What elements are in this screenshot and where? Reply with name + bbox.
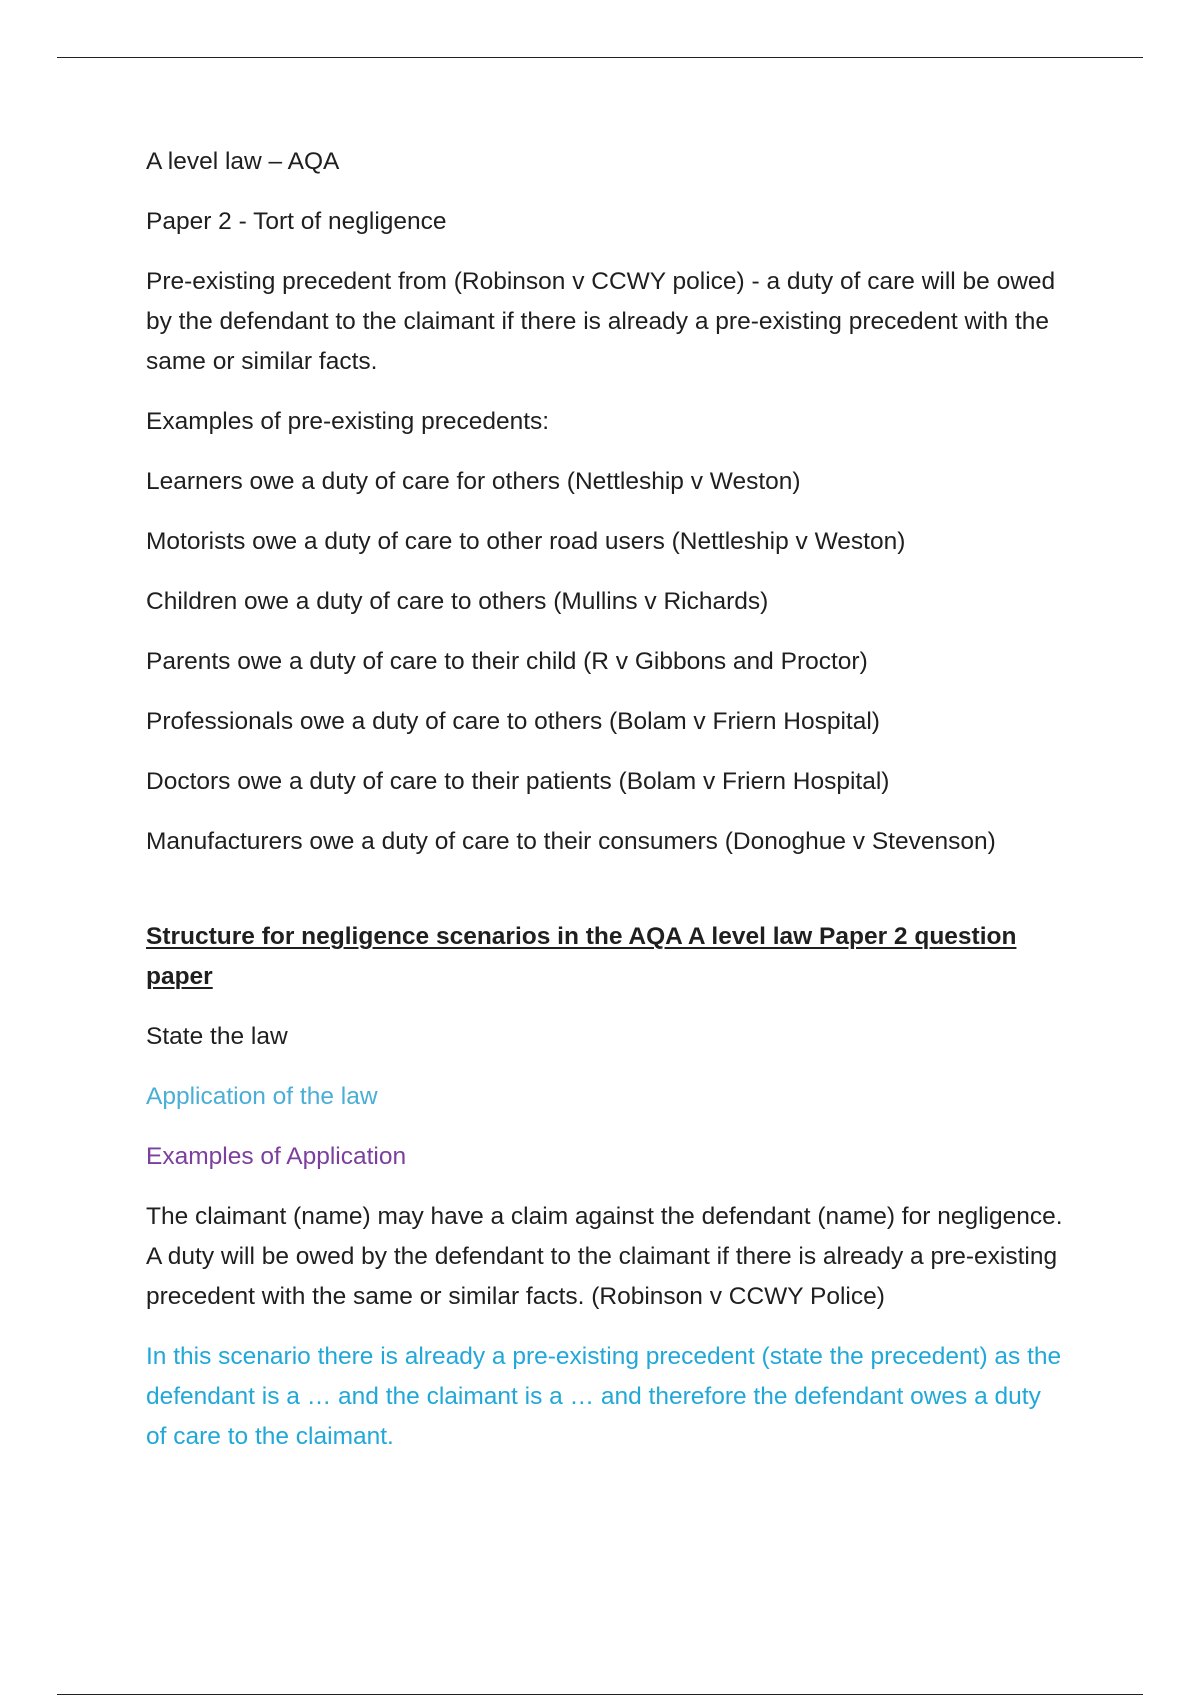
example-item: Learners owe a duty of care for others (Nettleship v Weston) (146, 468, 801, 495)
example-item: Children owe a duty of care to others (Mullins v Richards) (146, 588, 769, 615)
example-item: Parents owe a duty of care to their child (R v Gibbons and Proctor) (146, 648, 868, 675)
legend-examples: Examples of Application (146, 1143, 407, 1170)
example-item: Professionals owe a duty of care to others (Bolam v Friern Hospital) (146, 708, 880, 735)
examples-heading: Examples of pre-existing precedents: (146, 408, 550, 435)
footer-rule (57, 1694, 1143, 1695)
example-item: Motorists owe a duty of care to other road users (Nettleship v Weston) (146, 528, 906, 555)
application-paragraph: In this scenario there is already a pre-existing precedent (state the precedent) as the defendant is a … and the claimant is a … and therefore the defendant owes a duty of care to the claimant. (146, 1343, 1062, 1450)
legend-application: Application of the law (146, 1083, 378, 1110)
document-body (146, 142, 1066, 1477)
intro-paragraph: Pre-existing precedent from (Robinson v CCWY police) - a duty of care will be owed by the defendant to the claimant if there is already a pre-existing precedent with the same or similar facts. (146, 268, 1056, 375)
example-item: Doctors owe a duty of care to their patients (Bolam v Friern Hospital) (146, 768, 890, 795)
state-law-paragraph: The claimant (name) may have a claim against the defendant (name) for negligence. A duty will be owed by the defendant to the claimant if there is already a pre-existing precedent with the same or similar facts. (Robinson v CCWY Police) (146, 1203, 1063, 1310)
header-rule (57, 57, 1143, 58)
example-item: Manufacturers owe a duty of care to their consumers (Donoghue v Stevenson) (146, 828, 996, 855)
legend-state-the-law: State the law (146, 1023, 288, 1050)
structure-heading: Structure for negligence scenarios in the AQA A level law Paper 2 question paper (146, 923, 1017, 990)
document-title: A level law – AQA (146, 148, 340, 175)
document-subtitle: Paper 2 - Tort of negligence (146, 208, 447, 235)
